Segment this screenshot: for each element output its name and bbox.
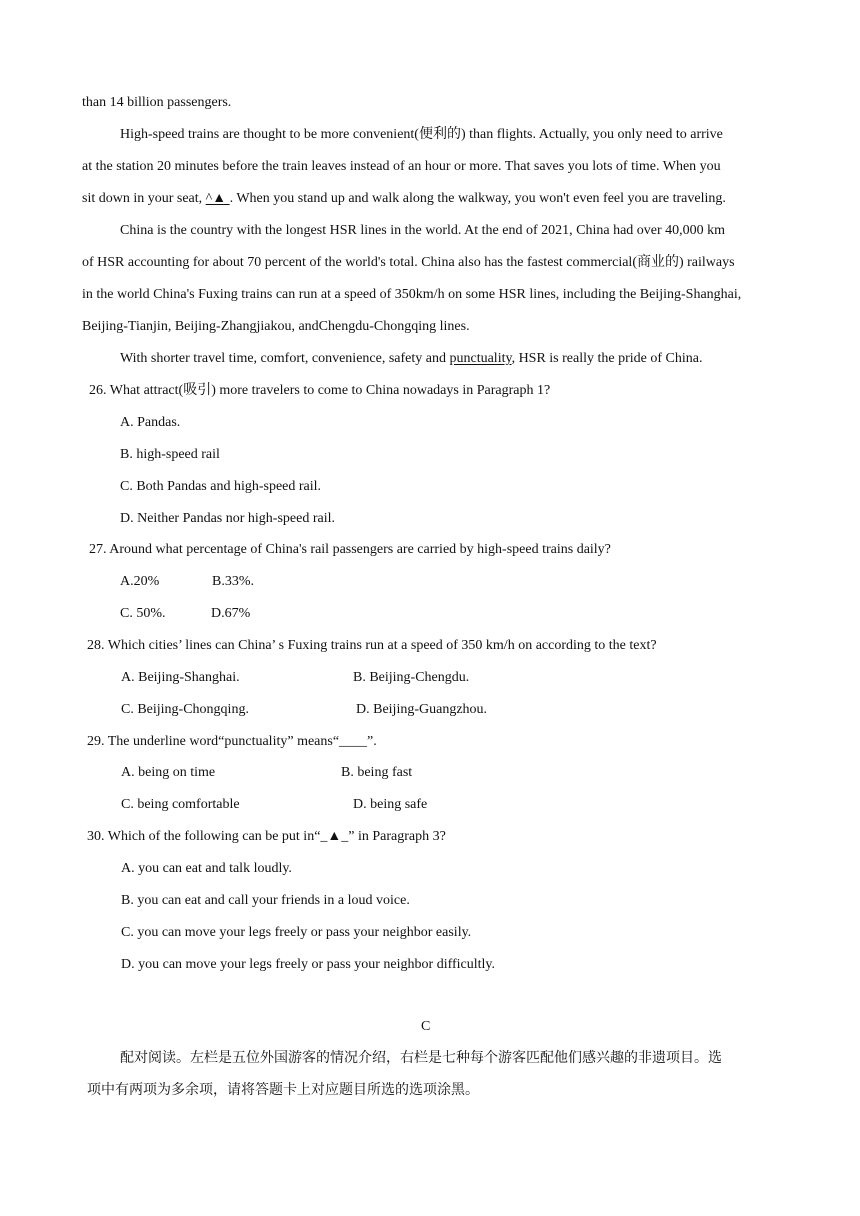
option-b[interactable]: B. being fast (341, 765, 413, 780)
passage-line: than 14 billion passengers. (82, 95, 232, 110)
option-a[interactable]: A.20% (120, 574, 160, 589)
question-stem: 26. What attract(吸引) more travelers to come to China nowadays in Paragraph 1? (89, 383, 551, 398)
question-stem: 28. Which cities’ lines can China’ s Fuxing trains run at a speed of 350 km/h on according to the text? (87, 638, 657, 653)
passage-line: of HSR accounting for about 70 percent of the world's total. China also has the fastest commercial(商业的) railways (82, 255, 735, 270)
option-d[interactable]: D.67% (211, 606, 251, 621)
passage-text: . When you stand up and walk along the walkway, you won't even feel you are traveling. (229, 191, 726, 206)
question-stem: 29. The underline word“punctuality” means“____”. (87, 734, 377, 749)
option-c[interactable]: C. you can move your legs freely or pass your neighbor easily. (121, 925, 472, 940)
option-a[interactable]: A. Beijing-Shanghai. (121, 670, 240, 685)
passage-line: High-speed trains are thought to be more convenient(便利的) than flights. Actually, you only need to arrive (120, 127, 723, 142)
option-c[interactable]: C. Both Pandas and high-speed rail. (120, 479, 322, 494)
section-heading: C (421, 1019, 431, 1034)
option-d[interactable]: D. Neither Pandas nor high-speed rail. (120, 511, 335, 526)
passage-line (82, 190, 726, 208)
option-b[interactable]: B. Beijing-Chengdu. (353, 670, 470, 685)
option-a[interactable]: A. you can eat and talk loudly. (121, 861, 292, 876)
option-d[interactable]: D. you can move your legs freely or pass your neighbor difficultly. (121, 957, 496, 972)
option-b[interactable]: B. high-speed rail (120, 447, 220, 462)
option-d[interactable]: D. being safe (353, 797, 428, 812)
passage-text: , HSR is really the pride of China. (511, 351, 703, 366)
option-a[interactable]: A. being on time (121, 765, 216, 780)
passage-text: With shorter travel time, comfort, convenience, safety and (120, 351, 450, 366)
passage-line: in the world China's Fuxing trains can run at a speed of 350km/h on some HSR lines, including the Beijing-Shanghai, (82, 287, 742, 302)
option-d[interactable]: D. Beijing-Guangzhou. (356, 702, 488, 717)
option-c[interactable]: C. being comfortable (121, 797, 240, 812)
option-b[interactable]: B. you can eat and call your friends in a loud voice. (121, 893, 410, 908)
passage-line: China is the country with the longest HSR lines in the world. At the end of 2021, China had over 40,000 km (120, 223, 726, 238)
instruction-line: 配对阅读。左栏是五位外国游客的情况介绍，右栏是七种每个游客匹配他们感兴趣的非遗项目。选 (120, 1051, 722, 1066)
option-a[interactable]: A. Pandas. (120, 415, 181, 430)
option-c[interactable]: C. Beijing-Chongqing. (121, 702, 249, 717)
underlined-word: punctuality (449, 351, 512, 366)
question-stem: 27. Around what percentage of China's rail passengers are carried by high-speed trains daily? (89, 542, 611, 557)
passage-line: Beijing-Tianjin, Beijing-Zhangjiakou, andChengdu-Chongqing lines. (82, 319, 470, 334)
passage-line (120, 350, 702, 368)
option-c[interactable]: C. 50%. (120, 606, 166, 621)
option-b[interactable]: B.33%. (212, 574, 254, 589)
passage-text: sit down in your seat, (82, 191, 203, 206)
question-stem: 30. Which of the following can be put in“_▲_” in Paragraph 3? (87, 829, 446, 844)
instruction-line: 项中有两项为多余项，请将答题卡上对应题目所选的选项涂黑。 (87, 1083, 479, 1098)
passage-line: at the station 20 minutes before the train leaves instead of an hour or more. That saves you lots of time. When you (82, 159, 721, 174)
blank-marker: ^▲ (205, 191, 230, 206)
